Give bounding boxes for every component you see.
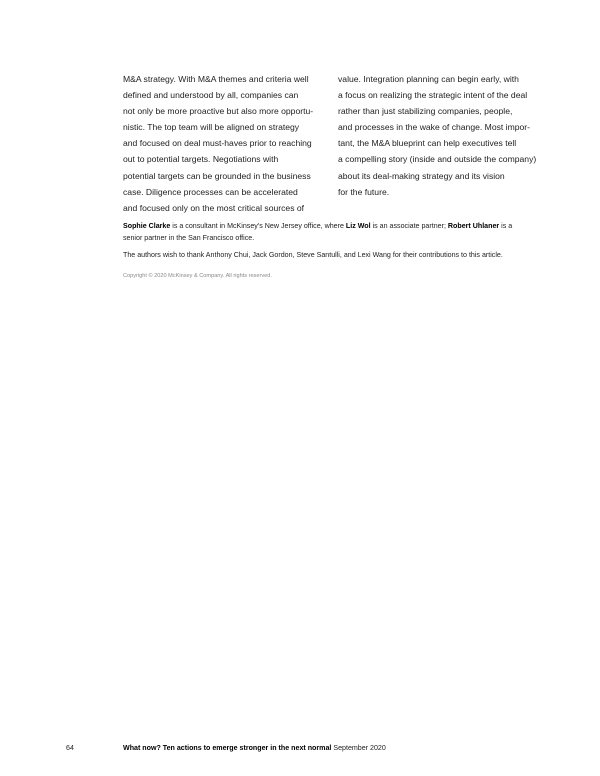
body-line: out to potential targets. Negotiations with — [123, 154, 279, 165]
body-column-right — [338, 71, 548, 200]
body-line: tant, the M&A blueprint can help executives tell — [338, 138, 517, 149]
publication-date: September 2020 — [331, 744, 386, 752]
body-line: rather than just stabilizing companies, people, — [338, 106, 513, 117]
body-column-left — [123, 71, 335, 216]
author-name: Liz Wol — [345, 222, 371, 230]
acknowledgments: The authors wish to thank Anthony Chui, Jack Gordon, Steve Santulli, and Lexi Wang for their contributions to this article. — [123, 251, 503, 259]
body-line: defined and understood by all, companies can — [123, 90, 299, 101]
copyright-notice: Copyright © 2020 McKinsey & Company. All rights reserved. — [123, 273, 272, 279]
body-line: for the future. — [338, 186, 390, 197]
body-line: not only be more proactive but also more opportu- — [123, 106, 314, 117]
body-line: and focused only on the most critical sources of — [123, 202, 305, 213]
body-line: value. Integration planning can begin early, with — [338, 74, 519, 84]
body-line: a focus on realizing the strategic intent of the deal — [338, 90, 528, 101]
bio-text: is an associate partner; — [370, 222, 448, 230]
body-line: nistic. The top team will be aligned on strategy — [123, 122, 300, 133]
bio-text: is a consultant in McKinsey’s New Jersey office, where — [170, 222, 346, 230]
body-line: about its deal-making strategy and its vision — [338, 170, 505, 181]
body-line: M&A strategy. With M&A themes and criteria well — [123, 74, 309, 84]
author-name: Robert Uhlaner — [447, 222, 500, 230]
body-line: a compelling story (inside and outside the company) — [338, 154, 537, 165]
body-line: case. Diligence processes can be accelerated — [123, 186, 298, 197]
author-name: Sophie Clarke — [123, 222, 171, 230]
bio-text: is a — [499, 222, 513, 230]
footer-title — [123, 743, 386, 753]
publication-title: What now? Ten actions to emerge stronger in the next normal — [123, 744, 332, 752]
body-line: potential targets can be grounded in the business — [123, 170, 311, 181]
author-bio — [123, 221, 543, 244]
bio-text: senior partner in the San Francisco office. — [123, 233, 255, 242]
page-number: 64 — [66, 744, 74, 752]
body-line: and processes in the wake of change. Most impor- — [338, 122, 531, 133]
body-line: and focused on deal must-haves prior to reaching — [123, 138, 312, 149]
